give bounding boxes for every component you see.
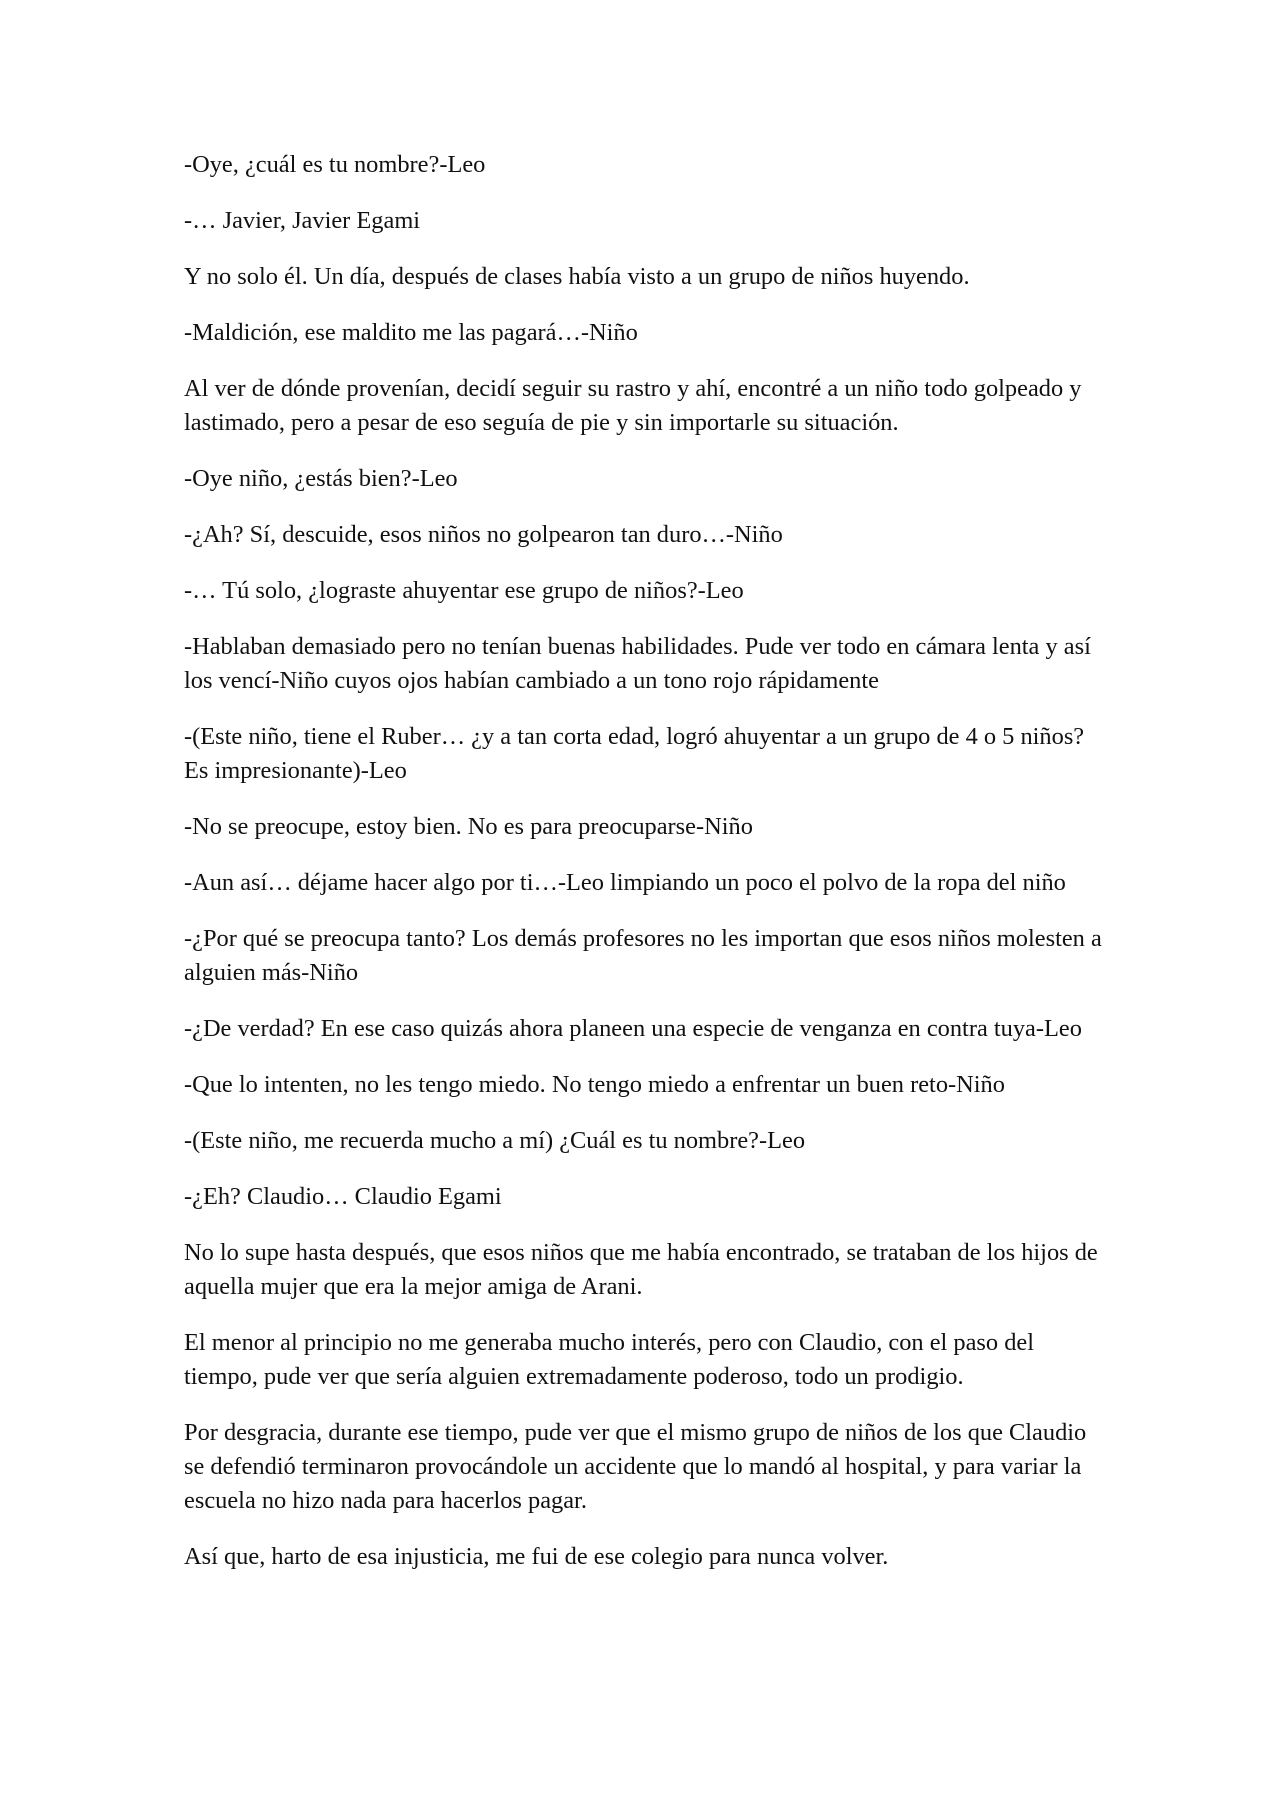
paragraph: -… Javier, Javier Egami <box>184 207 421 234</box>
paragraph: -¿De verdad? En ese caso quizás ahora planeen una especie de venganza en contra tuya-Leo <box>184 1015 1082 1042</box>
paragraph: -¿Ah? Sí, descuide, esos niños no golpearon tan duro…-Niño <box>184 521 783 548</box>
paragraph: -(Este niño, me recuerda mucho a mí) ¿Cuál es tu nombre?-Leo <box>184 1127 806 1154</box>
paragraph: -Hablaban demasiado pero no tenían buenas habilidades. Pude ver todo en cámara lenta y así los vencí-Niño cuyos ojos habían cambiado a un tono rojo rápidamente <box>184 633 1091 694</box>
document-body <box>184 148 1104 1596</box>
paragraph: -Maldición, ese maldito me las pagará…-Niño <box>184 319 638 346</box>
paragraph: -Oye, ¿cuál es tu nombre?-Leo <box>184 151 486 178</box>
paragraph: -Que lo intenten, no les tengo miedo. No tengo miedo a enfrentar un buen reto-Niño <box>184 1071 1005 1098</box>
paragraph: Por desgracia, durante ese tiempo, pude ver que el mismo grupo de niños de los que Claudio se defendió terminaron provocándole un accidente que lo mandó al hospital, y para variar la escuela no hizo nada para hacerlos pagar. <box>184 1419 1087 1514</box>
paragraph: El menor al principio no me generaba mucho interés, pero con Claudio, con el paso del tiempo, pude ver que sería alguien extremadamente poderoso, todo un prodigio. <box>184 1329 1035 1390</box>
paragraph: -(Este niño, tiene el Ruber… ¿y a tan corta edad, logró ahuyentar a un grupo de 4 o 5 niños? Es impresionante)-Leo <box>184 723 1085 784</box>
paragraph: -¿Eh? Claudio… Claudio Egami <box>184 1183 502 1210</box>
paragraph: -¿Por qué se preocupa tanto? Los demás profesores no les importan que esos niños molesten a alguien más-Niño <box>184 925 1102 986</box>
paragraph: -Oye niño, ¿estás bien?-Leo <box>184 465 458 492</box>
paragraph: Así que, harto de esa injusticia, me fui de ese colegio para nunca volver. <box>184 1543 889 1570</box>
paragraph: No lo supe hasta después, que esos niños que me había encontrado, se trataban de los hijos de aquella mujer que era la mejor amiga de Arani. <box>184 1239 1098 1300</box>
paragraph: -… Tú solo, ¿lograste ahuyentar ese grupo de niños?-Leo <box>184 577 744 604</box>
paragraph: Y no solo él. Un día, después de clases había visto a un grupo de niños huyendo. <box>184 263 970 290</box>
paragraph: -Aun así… déjame hacer algo por ti…-Leo limpiando un poco el polvo de la ropa del niño <box>184 869 1066 896</box>
paragraph: -No se preocupe, estoy bien. No es para preocuparse-Niño <box>184 813 753 840</box>
paragraph: Al ver de dónde provenían, decidí seguir su rastro y ahí, encontré a un niño todo golpeado y lastimado, pero a pesar de eso seguía de pie y sin importarle su situación. <box>184 375 1082 436</box>
